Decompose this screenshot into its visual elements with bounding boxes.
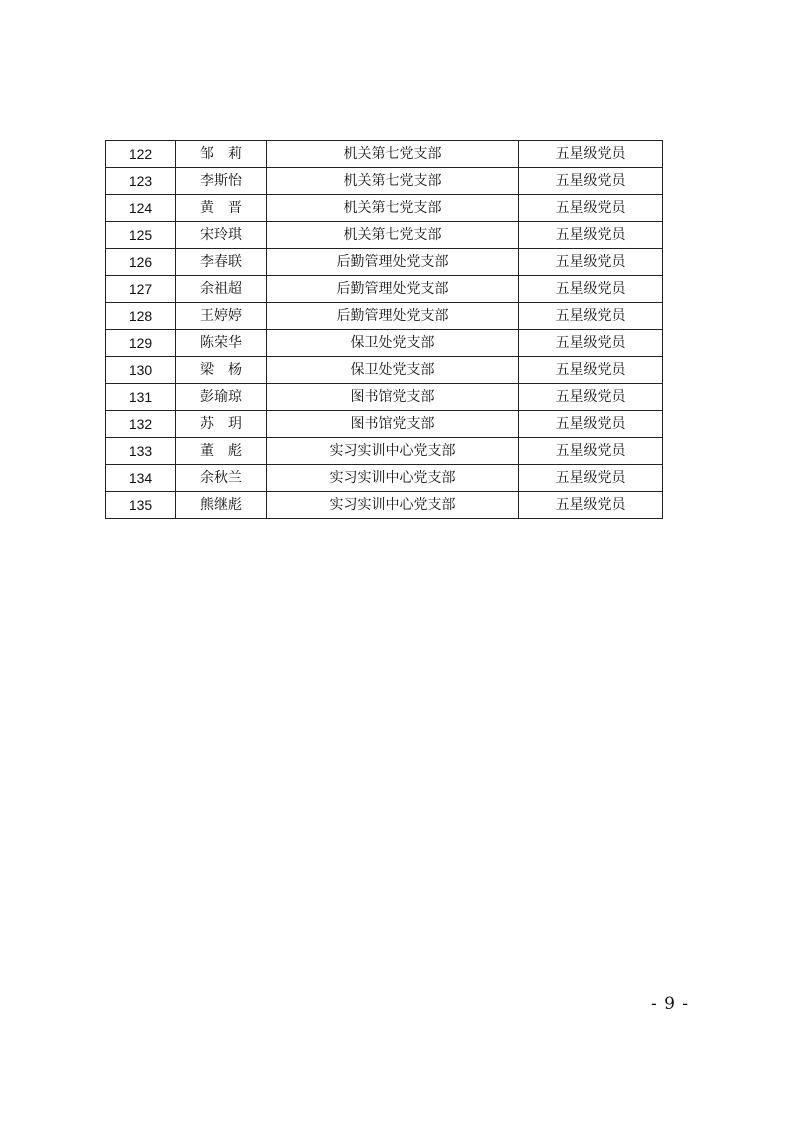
cell-branch: 实习实训中心党支部 <box>267 438 519 465</box>
cell-number: 123 <box>106 168 176 195</box>
cell-name: 梁 杨 <box>176 357 267 384</box>
table-row <box>106 222 663 249</box>
cell-level: 五星级党员 <box>519 141 663 168</box>
cell-number: 127 <box>106 276 176 303</box>
table-row <box>106 438 663 465</box>
cell-number: 125 <box>106 222 176 249</box>
cell-name: 李春联 <box>176 249 267 276</box>
cell-branch: 机关第七党支部 <box>267 141 519 168</box>
cell-level: 五星级党员 <box>519 357 663 384</box>
cell-branch: 图书馆党支部 <box>267 411 519 438</box>
table-row <box>106 492 663 519</box>
cell-number: 128 <box>106 303 176 330</box>
cell-level: 五星级党员 <box>519 330 663 357</box>
cell-name: 苏 玥 <box>176 411 267 438</box>
page-number: - 9 - <box>650 994 690 1014</box>
table-row <box>106 330 663 357</box>
cell-branch: 机关第七党支部 <box>267 222 519 249</box>
cell-name: 熊继彪 <box>176 492 267 519</box>
table-row <box>106 276 663 303</box>
cell-branch: 后勤管理处党支部 <box>267 249 519 276</box>
cell-branch: 机关第七党支部 <box>267 195 519 222</box>
cell-number: 129 <box>106 330 176 357</box>
cell-level: 五星级党员 <box>519 195 663 222</box>
cell-level: 五星级党员 <box>519 465 663 492</box>
member-table <box>105 140 663 519</box>
cell-level: 五星级党员 <box>519 411 663 438</box>
table-row <box>106 195 663 222</box>
table-row <box>106 384 663 411</box>
cell-branch: 保卫处党支部 <box>267 357 519 384</box>
cell-branch: 后勤管理处党支部 <box>267 303 519 330</box>
cell-branch: 机关第七党支部 <box>267 168 519 195</box>
cell-branch: 后勤管理处党支部 <box>267 276 519 303</box>
cell-level: 五星级党员 <box>519 168 663 195</box>
table-row <box>106 141 663 168</box>
cell-name: 王婷婷 <box>176 303 267 330</box>
table-row <box>106 303 663 330</box>
cell-level: 五星级党员 <box>519 249 663 276</box>
cell-branch: 图书馆党支部 <box>267 384 519 411</box>
cell-number: 130 <box>106 357 176 384</box>
table-row <box>106 411 663 438</box>
cell-number: 131 <box>106 384 176 411</box>
table-row <box>106 168 663 195</box>
table-row <box>106 249 663 276</box>
cell-name: 陈荣华 <box>176 330 267 357</box>
cell-branch: 实习实训中心党支部 <box>267 492 519 519</box>
cell-level: 五星级党员 <box>519 276 663 303</box>
cell-level: 五星级党员 <box>519 222 663 249</box>
cell-name: 黄 晋 <box>176 195 267 222</box>
cell-name: 彭瑜琼 <box>176 384 267 411</box>
cell-number: 124 <box>106 195 176 222</box>
cell-level: 五星级党员 <box>519 384 663 411</box>
cell-level: 五星级党员 <box>519 303 663 330</box>
cell-number: 132 <box>106 411 176 438</box>
cell-branch: 保卫处党支部 <box>267 330 519 357</box>
table-row <box>106 465 663 492</box>
cell-number: 135 <box>106 492 176 519</box>
cell-name: 余秋兰 <box>176 465 267 492</box>
cell-number: 133 <box>106 438 176 465</box>
cell-name: 李斯怡 <box>176 168 267 195</box>
cell-name: 余祖超 <box>176 276 267 303</box>
cell-name: 邹 莉 <box>176 141 267 168</box>
cell-level: 五星级党员 <box>519 438 663 465</box>
cell-name: 宋玲琪 <box>176 222 267 249</box>
table-row <box>106 357 663 384</box>
member-table-body <box>106 141 663 519</box>
cell-number: 134 <box>106 465 176 492</box>
cell-branch: 实习实训中心党支部 <box>267 465 519 492</box>
cell-number: 122 <box>106 141 176 168</box>
cell-number: 126 <box>106 249 176 276</box>
cell-level: 五星级党员 <box>519 492 663 519</box>
cell-name: 董 彪 <box>176 438 267 465</box>
